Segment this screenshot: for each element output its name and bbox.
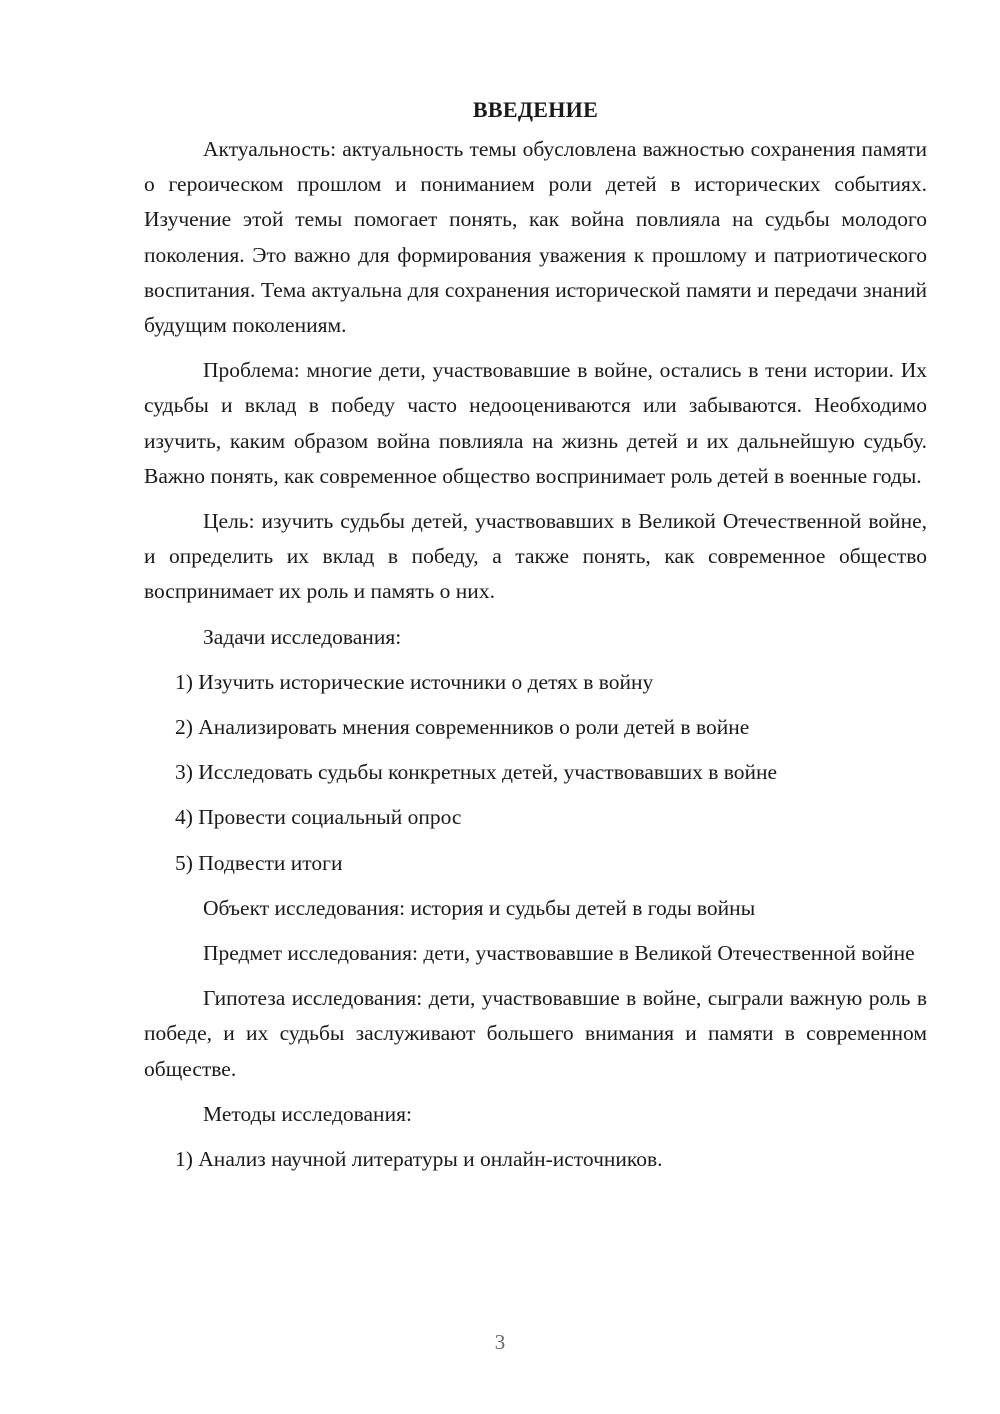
task-item-3: 3) Исследовать судьбы конкретных детей, участвовавших в войне [175, 760, 778, 785]
research-hypothesis: Гипотеза исследования: дети, участвовавшие в войне, сыграли важную роль в победе, и их судьбы заслуживают большего внимания и памяти в современном обществе. [144, 986, 927, 1081]
page-title: ВВЕДЕНИЕ [472, 97, 599, 122]
task-item-5: 5) Подвести итоги [175, 850, 343, 875]
task-item-1: 1) Изучить исторические источники о детях в войну [175, 669, 654, 694]
document-page [144, 92, 927, 1187]
relevance-paragraph: Актуальность: актуальность темы обусловлена важностью сохранения памяти о героическом прошлом и пониманием роли детей в исторических событиях. Изучение этой темы помогает понять, как война повлияла на судьбы молодого поколения. Это важно для формирования уважения к прошлому и патриотического воспитания. Тема актуальна для сохранения исторической памяти и передачи знаний будущим поколениям. [144, 137, 927, 338]
research-subject: Предмет исследования: дети, участвовавшие в Великой Отечественной войне [203, 941, 915, 966]
task-item-2: 2) Анализировать мнения современников о роли детей в войне [175, 715, 750, 740]
problem-paragraph: Проблема: многие дети, участвовавшие в войне, остались в тени истории. Их судьбы и вклад в победу часто недооцениваются или забываются. Необходимо изучить, каким образом война повлияла на жизнь детей и их дальнейшую судьбу. Важно понять, как современное общество воспринимает роль детей в военные годы. [144, 358, 927, 488]
tasks-heading: Задачи исследования: [203, 624, 402, 649]
research-object: Объект исследования: история и судьбы детей в годы войны [203, 895, 756, 920]
page-number: 3 [494, 1330, 506, 1354]
methods-heading: Методы исследования: [203, 1101, 412, 1126]
goal-paragraph: Цель: изучить судьбы детей, участвовавших в Великой Отечественной войне, и определить их вклад в победу, а также понять, как современное общество воспринимает их роль и память о них. [144, 509, 927, 604]
methods-list [144, 1142, 927, 1177]
task-item-4: 4) Провести социальный опрос [175, 805, 462, 830]
method-item-1: 1) Анализ научной литературы и онлайн-источников. [175, 1147, 663, 1172]
tasks-list [144, 665, 927, 881]
